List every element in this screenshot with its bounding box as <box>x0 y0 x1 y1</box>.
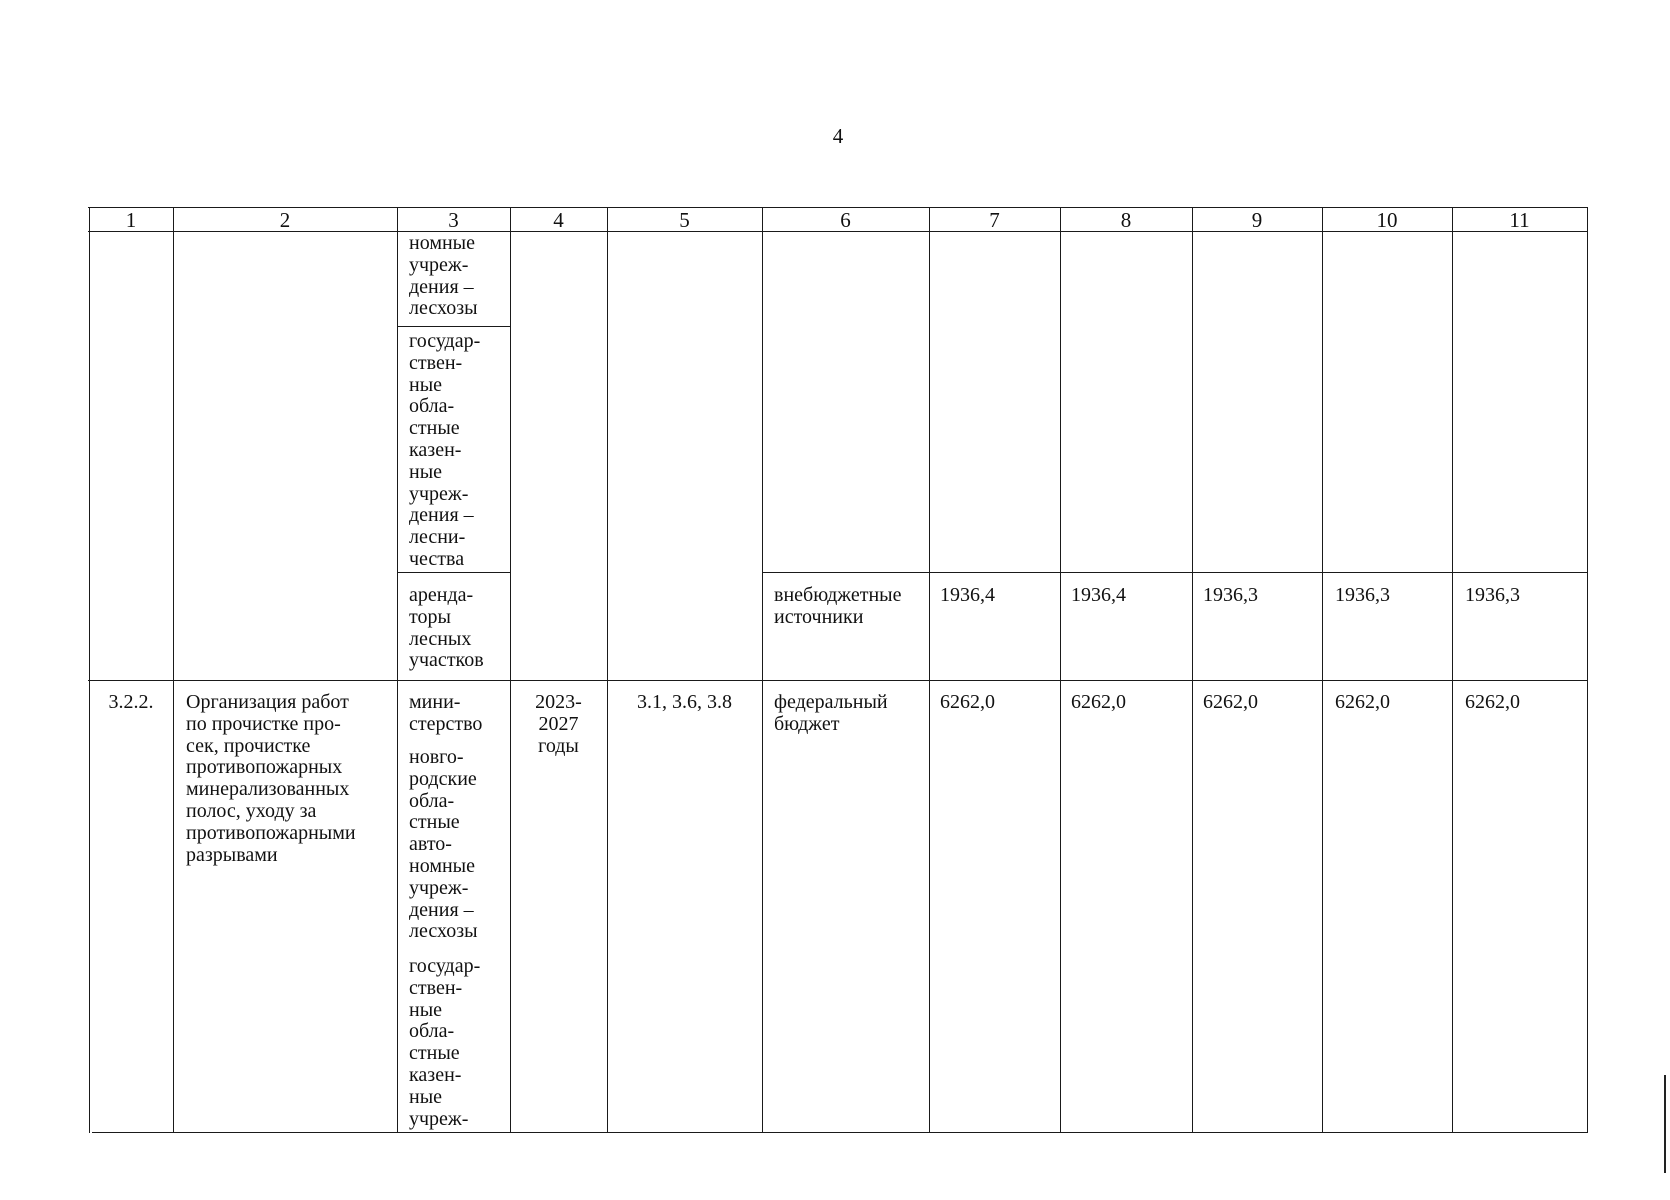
header-cell-4: 4 <box>553 208 564 232</box>
activity-name-cell: Организация работ по прочистке про- сек, прочистке противопожарных минерализованных полос, уходу за противопожарными разрывами <box>186 691 356 866</box>
header-cell-8: 8 <box>1120 208 1132 232</box>
column-divider <box>929 207 930 1133</box>
header-cell-6: 6 <box>840 208 851 232</box>
column-divider <box>1060 207 1061 1133</box>
column-divider <box>607 207 608 1133</box>
header-cell-11: 11 <box>1509 208 1530 232</box>
header-cell-1: 1 <box>125 208 137 232</box>
page-number: 4 <box>832 124 844 148</box>
column-divider <box>510 207 511 1133</box>
column-divider <box>1452 207 1453 1133</box>
value-cell: 1936,4 <box>940 584 995 606</box>
funding-source-cell: внебюджетные источники <box>774 584 902 628</box>
table-left-border <box>89 207 90 1133</box>
row-number-cell: 3.2.2. <box>108 691 154 713</box>
funding-source-cell: федеральный бюджет <box>774 691 888 735</box>
table-bottom-border <box>92 1132 1588 1133</box>
column-divider <box>397 207 398 1133</box>
column-divider <box>762 207 763 1133</box>
subrow-divider <box>763 572 1588 573</box>
value-cell: 1936,3 <box>1203 584 1258 606</box>
executor-cell: аренда- торы лесных участков <box>409 584 484 672</box>
header-cell-9: 9 <box>1251 208 1263 232</box>
value-cell: 1936,4 <box>1071 584 1126 606</box>
value-cell: 6262,0 <box>940 691 995 713</box>
header-cell-3: 3 <box>448 208 459 232</box>
scan-edge-mark <box>1664 1075 1666 1173</box>
period-cell: 2023- 2027 годы <box>535 691 582 757</box>
subrow-divider <box>398 326 510 327</box>
subrow-divider <box>398 572 510 573</box>
header-cell-7: 7 <box>989 208 1000 232</box>
executor-cell: государ- ствен- ные обла- стные казен- ные учреж- <box>409 955 481 1130</box>
value-cell: 6262,0 <box>1465 691 1520 713</box>
column-divider <box>173 207 174 1133</box>
header-cell-5: 5 <box>679 208 690 232</box>
indicators-cell: 3.1, 3.6, 3.8 <box>637 691 732 713</box>
executor-cell: государ- ствен- ные обла- стные казен- ные учреж- дения – лесни- чества <box>409 330 481 570</box>
column-divider <box>1322 207 1323 1133</box>
executor-cell: мини- стерство <box>409 691 483 735</box>
value-cell: 6262,0 <box>1335 691 1390 713</box>
column-divider <box>1192 207 1193 1133</box>
value-cell: 1936,3 <box>1335 584 1390 606</box>
executor-cell: номные учреж- дения – лесхозы <box>409 232 478 320</box>
value-cell: 6262,0 <box>1203 691 1258 713</box>
header-cell-10: 10 <box>1376 208 1398 232</box>
row-divider <box>88 680 1588 681</box>
value-cell: 1936,3 <box>1465 584 1520 606</box>
executor-cell: новго- родские обла- стные авто- номные учреж- дения – лесхозы <box>409 746 478 943</box>
table-right-border <box>1587 207 1588 1133</box>
header-cell-2: 2 <box>279 208 291 232</box>
value-cell: 6262,0 <box>1071 691 1126 713</box>
